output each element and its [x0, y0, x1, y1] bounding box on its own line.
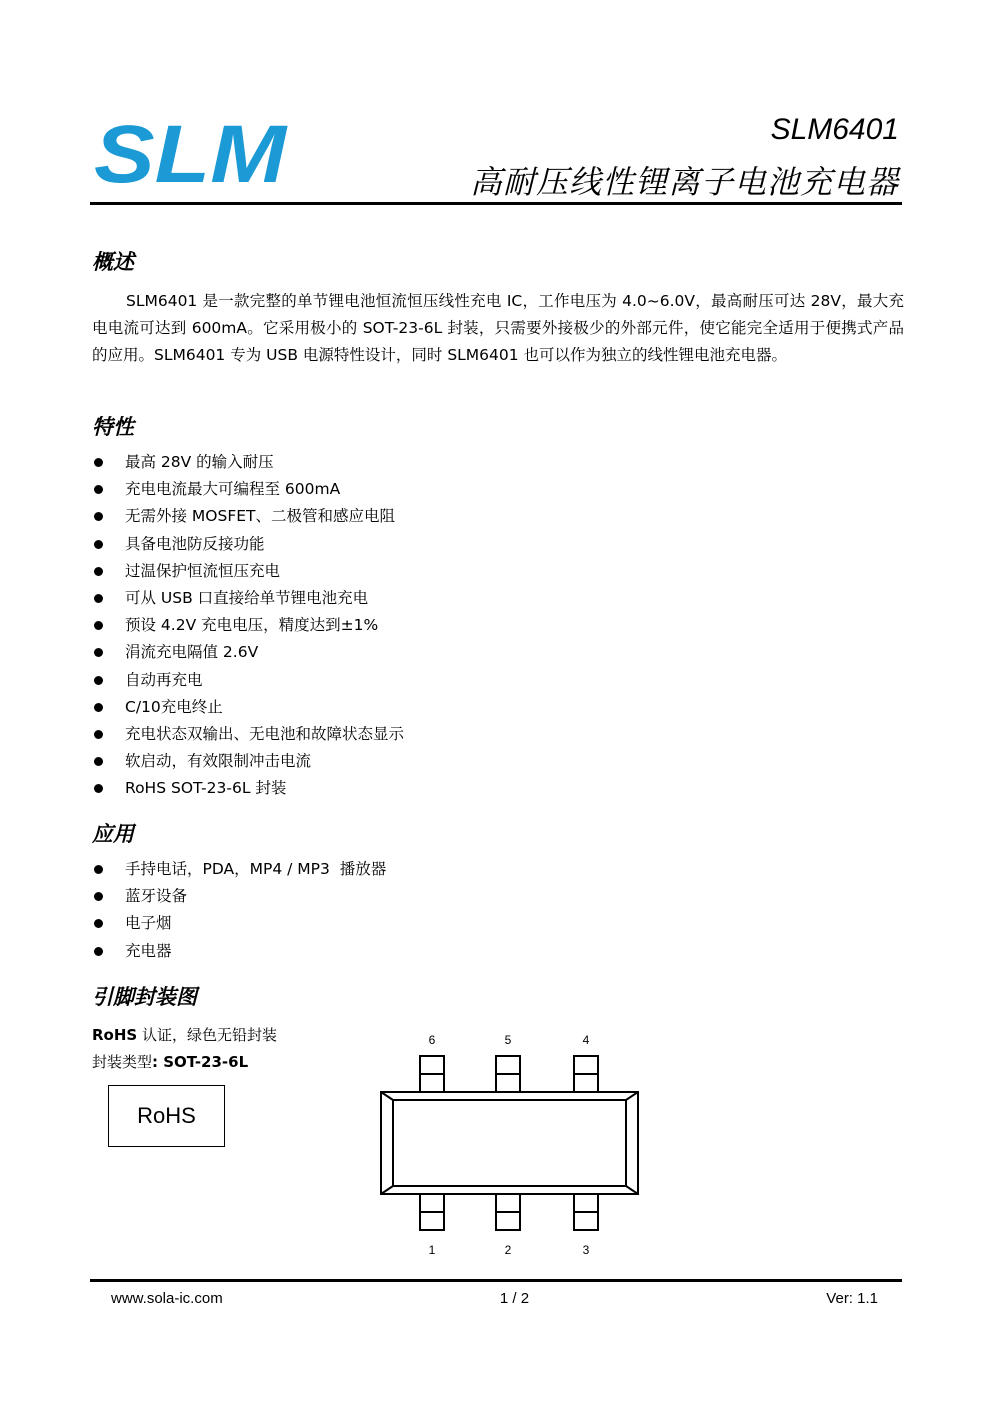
- application-item: 蓝牙设备: [92, 883, 386, 910]
- bullet-icon: [94, 703, 103, 712]
- bullet-icon: [94, 784, 103, 793]
- bottom-pins: [420, 1194, 598, 1230]
- part-number: SLM6401: [770, 113, 899, 146]
- bullet-icon: [94, 567, 103, 576]
- rohs-certification: RoHS 认证，绿色无铅封装: [92, 1026, 277, 1044]
- feature-item: RoHS SOT-23-6L 封装: [92, 775, 404, 802]
- logo-text: SLM: [94, 112, 288, 192]
- footer-version: Ver: 1.1: [826, 1290, 878, 1307]
- feature-item: 充电状态双输出、无电池和故障状态显示: [92, 721, 404, 748]
- pin-number-5: 5: [504, 1033, 512, 1047]
- bullet-icon: [94, 676, 103, 685]
- bullet-icon: [94, 947, 103, 956]
- header-rule: [90, 202, 902, 205]
- feature-item: 预设 4.2V 充电电压，精度达到±1%: [92, 612, 404, 639]
- bullet-icon: [94, 865, 103, 874]
- application-item: 电子烟: [92, 910, 386, 937]
- pin-number-2: 2: [504, 1243, 512, 1257]
- feature-item: 过温保护恒流恒压充电: [92, 558, 404, 585]
- feature-item: 无需外接 MOSFET、二极管和感应电阻: [92, 503, 404, 530]
- bullet-icon: [94, 621, 103, 630]
- pin-number-4: 4: [582, 1033, 590, 1047]
- top-pins: [420, 1056, 598, 1092]
- bullet-icon: [94, 594, 103, 603]
- applications-list: [92, 856, 386, 965]
- bullet-icon: [94, 485, 103, 494]
- package-type: 封装类型: SOT-23-6L: [92, 1053, 249, 1071]
- footer-rule: [90, 1279, 902, 1282]
- overview-paragraph: SLM6401 是一款完整的单节锂电池恒流恒压线性充电 IC，工作电压为 4.0~6.0V，最高耐压可达 28V，最大充电电流可达到 600mA。它采用极小的 SOT-23-6L 封装，只需要外接极少的外部元件，使它能完全适用于便携式产品的应用。SLM6401 专为 USB 电源特性设计，同时 SLM6401 也可以作为独立的线性锂电池充电器。: [92, 292, 904, 364]
- pin-number-6: 6: [428, 1033, 436, 1047]
- bullet-icon: [94, 892, 103, 901]
- applications-heading: 应用: [92, 822, 134, 846]
- pin-number-3: 3: [582, 1243, 590, 1257]
- feature-item: 涓流充电隔值 2.6V: [92, 639, 404, 666]
- bullet-icon: [94, 757, 103, 766]
- product-title: 高耐压线性锂离子电池充电器: [469, 163, 899, 201]
- pinout-heading: 引脚封装图: [92, 985, 197, 1009]
- pin-number-1: 1: [428, 1243, 436, 1257]
- bullet-icon: [94, 919, 103, 928]
- bullet-icon: [94, 648, 103, 657]
- bullet-icon: [94, 512, 103, 521]
- sot23-package-diagram: [370, 1030, 650, 1260]
- slm-logo: [92, 112, 292, 192]
- footer-website: www.sola-ic.com: [111, 1290, 223, 1307]
- feature-item: C/10充电终止: [92, 694, 404, 721]
- feature-item: 软启动，有效限制冲击电流: [92, 748, 404, 775]
- feature-item: 最高 28V 的输入耐压: [92, 449, 404, 476]
- feature-item: 自动再充电: [92, 667, 404, 694]
- package-body: [381, 1092, 638, 1194]
- feature-item: 可从 USB 口直接给单节锂电池充电: [92, 585, 404, 612]
- overview-heading: 概述: [92, 250, 134, 274]
- footer-page-number: 1 / 2: [499, 1290, 530, 1307]
- application-item: 手持电话，PDA，MP4 / MP3 播放器: [92, 856, 386, 883]
- application-item: 充电器: [92, 938, 386, 965]
- feature-item: 充电电流最大可编程至 600mA: [92, 476, 404, 503]
- features-list: [92, 449, 404, 802]
- bullet-icon: [94, 540, 103, 549]
- rohs-badge: RoHS: [108, 1085, 225, 1147]
- bullet-icon: [94, 458, 103, 467]
- features-heading: 特性: [92, 415, 134, 439]
- feature-item: 具备电池防反接功能: [92, 531, 404, 558]
- bullet-icon: [94, 730, 103, 739]
